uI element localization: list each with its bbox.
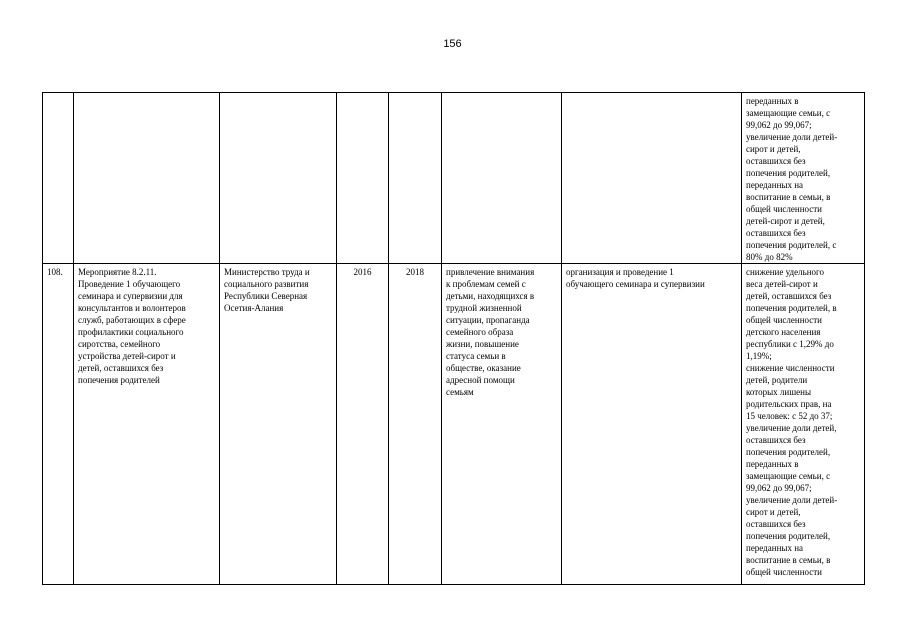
cell-year-end xyxy=(389,93,442,264)
cell-measures: организация и проведение 1 обучающего семинара и супервизии xyxy=(562,264,742,585)
cell-goal: привлечение внимания к проблемам семей с детьми, находящихся в трудной жизненной ситуации, пропаганда семейного образа жизни, повышение статуса семьи в обществе, оказание адресной помощи семьям xyxy=(442,264,562,585)
table-row xyxy=(43,93,865,264)
cell-year-start xyxy=(337,93,389,264)
cell-event: Мероприятие 8.2.11. Проведение 1 обучающего семинара и супервизии для консультантов и волонтеров служб, работающих в сфере профилактики социального сиротства, семейного устройства детей-сирот и детей, оставшихся без попечения родителей xyxy=(74,264,220,585)
table-row xyxy=(43,264,865,585)
cell-executor: Министерство труда и социального развития Республики Северная Осетия-Алания xyxy=(220,264,337,585)
cell-number xyxy=(43,93,74,264)
cell-indicators: переданных в замещающие семьи, с 99,062 до 99,067; увеличение доли детей- сирот и детей, оставшихся без попечения родителей, переданных на воспитание в семьи, в общей численности детей-сирот и детей, оставшихся без попечения родителей, с 80% до 82% xyxy=(742,93,865,264)
cell-measures xyxy=(562,93,742,264)
cell-indicators: снижение удельного веса детей-сирот и детей, оставшихся без попечения родителей, в общей численности детского населения республики с 1,29% до 1,19%; снижение численности детей, родители которых лишены родительских прав, на 15 человек: с 52 до 37; увеличение доли детей, оставшихся без попечения родителей, переданных в замещающие семьи, с 99,062 до 99,067; увеличение доли детей- сирот и детей, оставшихся без попечения родителей, переданных на воспитание в семьи, в общей численности xyxy=(742,264,865,585)
page-number: 156 xyxy=(443,38,462,50)
cell-year-start: 2016 xyxy=(337,264,389,585)
cell-event xyxy=(74,93,220,264)
cell-number: 108. xyxy=(43,264,74,585)
program-table xyxy=(42,92,865,585)
cell-executor xyxy=(220,93,337,264)
cell-goal xyxy=(442,93,562,264)
cell-year-end: 2018 xyxy=(389,264,442,585)
